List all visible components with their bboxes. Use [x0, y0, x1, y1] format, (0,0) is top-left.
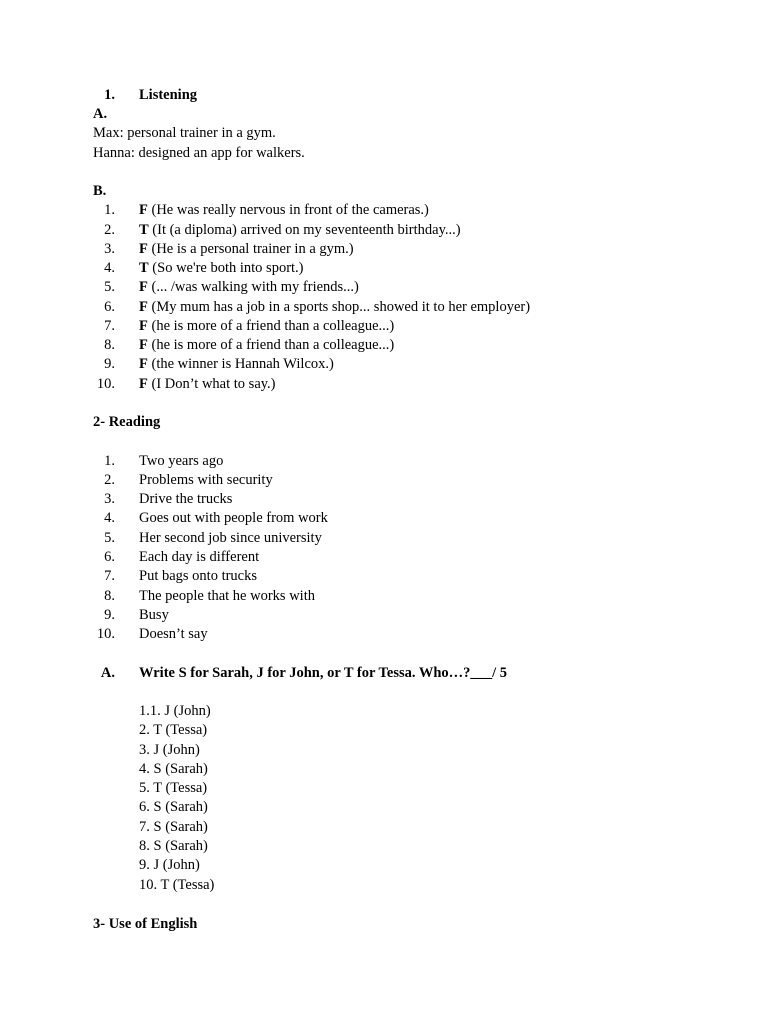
- reading-heading: 2- Reading: [93, 414, 161, 430]
- answer-letter: F: [139, 318, 148, 334]
- section-a-answer: 3. J (John): [139, 742, 200, 758]
- section-a-answer: 8. S (Sarah): [139, 838, 208, 854]
- part-b-label: B.: [93, 183, 107, 199]
- answer-letter: F: [139, 299, 148, 315]
- section-a-answer: 7. S (Sarah): [139, 819, 208, 835]
- answer-letter: F: [139, 337, 148, 353]
- section-a-answer: 1.1. J (John): [139, 703, 211, 719]
- section-a-answer: 5. T (Tessa): [139, 780, 208, 796]
- part-a-label: A.: [93, 106, 108, 122]
- answer-letter: F: [139, 202, 148, 218]
- use-of-english-heading: 3- Use of English: [93, 916, 198, 932]
- answer-letter: F: [139, 241, 148, 257]
- section-a-answer: 6. S (Sarah): [139, 799, 208, 815]
- part-a-line: Hanna: designed an app for walkers.: [93, 145, 305, 161]
- section-a-answer: 9. J (John): [139, 857, 200, 873]
- part-a-line: Max: personal trainer in a gym.: [93, 125, 276, 141]
- section-a-answer: 10. T (Tessa): [139, 877, 215, 893]
- answer-letter: F: [139, 356, 148, 372]
- answer-letter: F: [139, 279, 148, 295]
- document-page: 1. Listening A. Max: personal trainer in a gym. Hanna: designed an app for walkers. B. 1. F (He was really nervous in front of the cameras.) 2. T (It (a diploma) arrived on my seventeenth birthday...) 3. F (He is a personal trainer in a gym.) 4. T (So we're both into sport.) 5. F (... /was walking with my friends...) 6. F (My mum has a job in a sports shop... showed it to her employer) 7. F (he is more of a friend than a colleague...) 8. F (he is more of a friend than a colleague...) 9. F (the winner is Hannah Wilcox.) 10. F (I Don’t what to say.) 2- Reading 1. Two years ago 2. Problems with security 3. Drive the trucks 4. Goes out with people from work 5. Her second job since university 6. Each day is different 7. Put bags onto trucks 8. The people that he works with 9. Busy 10. Doesn’t say A. Write S for Sarah, J for John, or T for Tessa. Who…?___/ 5 1.1. J (John) 2. T (Tessa) 3. J (John) 4. S (Sarah) 5. T (Tessa) 6. S (Sarah) 7. S (Sarah) 8. S (Sarah) 9. J (John) 10. T (Tessa) 3- Use of English: [93, 87, 531, 932]
- answer-letter: T: [139, 222, 149, 238]
- section-a-answer: 2. T (Tessa): [139, 722, 208, 738]
- answer-letter: T: [139, 260, 149, 276]
- section-a-answer: 4. S (Sarah): [139, 761, 208, 777]
- answer-letter: F: [139, 376, 148, 392]
